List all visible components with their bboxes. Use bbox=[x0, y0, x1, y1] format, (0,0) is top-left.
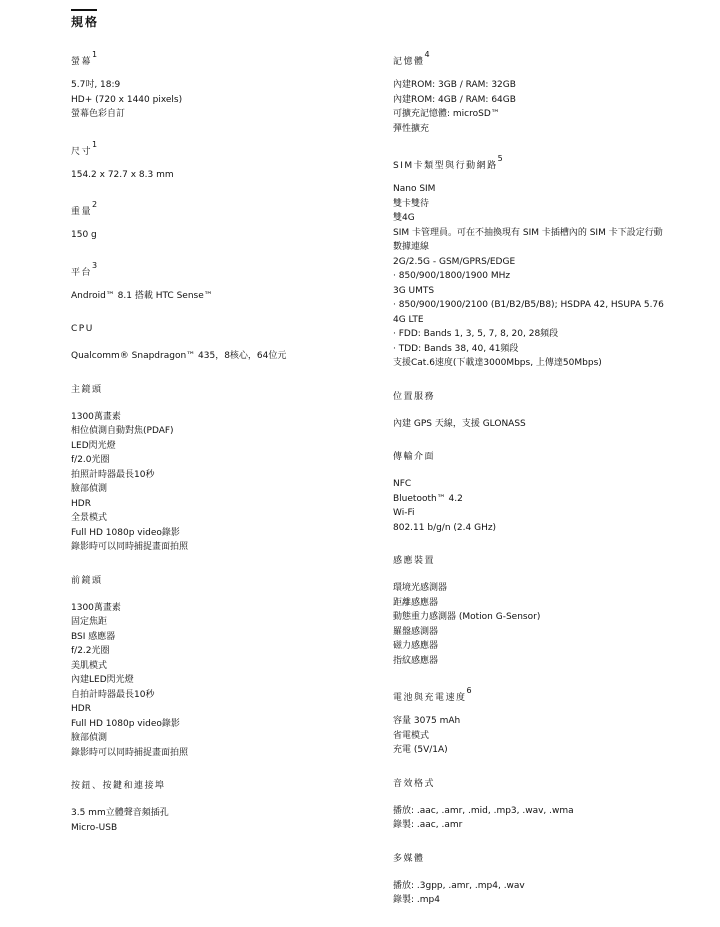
spec-section-title-text: 傳輸介面 bbox=[393, 452, 436, 462]
spec-section-title bbox=[71, 141, 371, 155]
spec-line: 距離感應器 bbox=[393, 597, 439, 608]
spec-section-title bbox=[393, 777, 693, 791]
spec-line: 磁力感應器 bbox=[393, 641, 439, 651]
spec-section-body bbox=[393, 581, 693, 668]
spec-line: 3G UMTS bbox=[393, 285, 435, 296]
spec-section-title-text: 多媒體 bbox=[393, 853, 425, 864]
spec-section bbox=[393, 687, 693, 758]
spec-line: 802.11 b/g/n (2.4 GHz) bbox=[393, 522, 497, 533]
spec-line: 內建ROM: 3GB / RAM: 32GB bbox=[393, 80, 516, 90]
spec-line: 內建LED閃光燈 bbox=[71, 675, 134, 685]
spec-section bbox=[71, 574, 371, 761]
spec-line: · FDD: Bands 1, 3, 5, 7, 8, 20, 28頻段 bbox=[393, 329, 559, 339]
spec-line: 臉部偵測 bbox=[71, 733, 108, 743]
spec-line: NFC bbox=[393, 479, 412, 489]
specs-left-column bbox=[71, 51, 371, 854]
spec-section-title bbox=[393, 155, 693, 169]
spec-section bbox=[71, 322, 371, 364]
spec-line: Nano SIM bbox=[393, 184, 436, 194]
footnote-marker: 1 bbox=[92, 50, 98, 59]
spec-section-title-text: 重量 bbox=[71, 207, 93, 217]
spec-line: Android™ 8.1 搭載 HTC Sense™ bbox=[71, 290, 213, 301]
spec-line: 省電模式 bbox=[393, 730, 430, 741]
spec-line: 150 g bbox=[71, 230, 97, 240]
spec-line: LED閃光燈 bbox=[71, 440, 116, 451]
specs-right-column bbox=[393, 51, 693, 927]
spec-section-title bbox=[393, 450, 693, 464]
spec-line: Full HD 1080p video錄影 bbox=[71, 527, 180, 538]
spec-line: HDR bbox=[71, 704, 91, 714]
footnote-marker: 2 bbox=[92, 200, 98, 209]
spec-line: 數據連線 bbox=[393, 242, 430, 252]
spec-line: 動態重力感測器 (Motion G-Sensor) bbox=[393, 612, 541, 622]
spec-line: HD+ (720 x 1440 pixels) bbox=[71, 94, 183, 105]
page-title: 規格 bbox=[71, 15, 100, 29]
spec-line: 拍照計時器最長10秒 bbox=[71, 469, 155, 480]
spec-line: · 850/900/1800/1900 MHz bbox=[393, 271, 511, 281]
spec-section-body bbox=[393, 804, 693, 833]
spec-section-title bbox=[71, 574, 371, 588]
spec-section-title bbox=[71, 383, 371, 397]
footnote-marker: 1 bbox=[92, 139, 98, 149]
spec-section bbox=[71, 141, 371, 183]
spec-line: 播放: .3gpp, .amr, .mp4, .wav bbox=[393, 880, 525, 891]
spec-section-title bbox=[393, 51, 693, 65]
spec-section-body bbox=[71, 410, 371, 555]
spec-line: 5.7吋, 18:9 bbox=[71, 80, 121, 90]
spec-line: 錄製: .aac, .amr bbox=[393, 820, 463, 830]
spec-section-title-text: 電池與充電速度 bbox=[393, 693, 467, 703]
spec-line: 錄影時可以同時捕捉畫面拍照 bbox=[71, 542, 189, 552]
spec-line: Qualcomm® Snapdragon™ 435，8核心，64位元 bbox=[71, 351, 287, 361]
spec-section-body bbox=[71, 289, 371, 304]
spec-line: f/2.2光圈 bbox=[71, 646, 110, 656]
spec-line: Full HD 1080p video錄影 bbox=[71, 718, 180, 729]
spec-section-title bbox=[393, 390, 693, 404]
spec-line: f/2.0光圈 bbox=[71, 455, 110, 465]
spec-line: 可擴充記憶體: microSD™ bbox=[393, 109, 500, 119]
spec-section-body bbox=[393, 714, 693, 758]
spec-line: 錄製: .mp4 bbox=[393, 895, 440, 905]
spec-line: 3.5 mm立體聲音頻插孔 bbox=[71, 808, 169, 818]
spec-section bbox=[393, 852, 693, 908]
spec-section bbox=[393, 155, 693, 371]
spec-section-title-text: 音效格式 bbox=[393, 778, 436, 789]
spec-line: 內建ROM: 4GB / RAM: 64GB bbox=[393, 94, 516, 105]
spec-section bbox=[71, 779, 371, 835]
spec-line: 彈性擴充 bbox=[393, 123, 430, 134]
spec-line: 自拍計時器最長10秒 bbox=[71, 689, 155, 700]
spec-section-body bbox=[393, 182, 693, 371]
spec-section-body bbox=[71, 168, 371, 183]
spec-section-title-text: 位置服務 bbox=[393, 391, 436, 402]
spec-section-title-text: 尺寸 bbox=[71, 146, 93, 157]
spec-section-body bbox=[393, 879, 693, 908]
spec-section-title bbox=[71, 779, 371, 793]
spec-section-title-text: 記憶體 bbox=[393, 57, 425, 67]
spec-section-title-text: 前鏡頭 bbox=[71, 575, 103, 586]
spec-line: 錄影時可以同時捕捉畫面拍照 bbox=[71, 747, 189, 758]
spec-line: 容量 3075 mAh bbox=[393, 716, 461, 726]
spec-section-body bbox=[71, 78, 371, 122]
spec-section-body bbox=[71, 228, 371, 243]
spec-section-body bbox=[71, 601, 371, 761]
spec-line: · 850/900/1900/2100 (B1/B2/B5/B8); HSDPA 42, HSUPA 5.76 bbox=[393, 300, 664, 310]
spec-line: 1300萬畫素 bbox=[71, 602, 121, 613]
spec-line: 充電 (5V/1A) bbox=[393, 745, 448, 755]
spec-line: Bluetooth™ 4.2 bbox=[393, 493, 463, 504]
spec-line: · TDD: Bands 38, 40, 41頻段 bbox=[393, 343, 519, 354]
spec-line: 固定焦距 bbox=[71, 617, 108, 627]
spec-line: BSI 感應器 bbox=[71, 631, 116, 642]
spec-section-title bbox=[393, 852, 693, 866]
spec-line: 相位偵測自動對焦(PDAF) bbox=[71, 426, 174, 436]
spec-line: 雙4G bbox=[393, 213, 415, 223]
spec-section bbox=[71, 262, 371, 304]
footnote-marker: 5 bbox=[497, 154, 503, 163]
spec-line: 指紋感應器 bbox=[393, 655, 439, 666]
spec-line: 雙卡雙待 bbox=[393, 198, 430, 209]
spec-section-title-text: 平台 bbox=[71, 267, 93, 278]
spec-section bbox=[393, 777, 693, 833]
footnote-marker: 3 bbox=[92, 260, 98, 270]
spec-section-title-text: 感應裝置 bbox=[393, 556, 436, 566]
title-rule bbox=[71, 9, 97, 11]
spec-line: SIM 卡管理員。可在不抽換現有 SIM 卡插槽內的 SIM 卡下設定行動 bbox=[393, 227, 663, 238]
spec-section-title-text: 螢幕 bbox=[71, 57, 93, 67]
spec-line: 環境光感測器 bbox=[393, 583, 448, 593]
spec-line: 臉部偵測 bbox=[71, 484, 108, 494]
spec-line: HDR bbox=[71, 498, 91, 509]
spec-line: 美肌模式 bbox=[71, 660, 108, 671]
spec-line: 螢幕色彩自訂 bbox=[71, 109, 126, 119]
spec-line: 4G LTE bbox=[393, 314, 424, 325]
spec-line: Wi-Fi bbox=[393, 508, 415, 518]
spec-section-title-text: 按鈕、按鍵和連接埠 bbox=[71, 781, 166, 791]
spec-line: 羅盤感測器 bbox=[393, 626, 439, 637]
spec-line: Micro-USB bbox=[71, 822, 118, 833]
spec-section bbox=[393, 450, 693, 535]
spec-line: 154.2 x 72.7 x 8.3 mm bbox=[71, 169, 174, 180]
spec-line: 全景模式 bbox=[71, 513, 108, 523]
spec-line: 播放: .aac, .amr, .mid, .mp3, .wav, .wma bbox=[393, 805, 574, 816]
spec-section-title bbox=[71, 262, 371, 276]
spec-section bbox=[393, 554, 693, 668]
spec-section-body bbox=[393, 78, 693, 136]
spec-line: 支援Cat.6速度(下載達3000Mbps, 上傳達50Mbps) bbox=[393, 358, 602, 368]
spec-section bbox=[71, 201, 371, 243]
spec-section bbox=[71, 51, 371, 122]
spec-section-title bbox=[393, 554, 693, 568]
spec-section bbox=[393, 51, 693, 136]
spec-section-title bbox=[71, 322, 371, 336]
spec-line: 2G/2.5G - GSM/GPRS/EDGE bbox=[393, 256, 516, 267]
spec-line: 內建 GPS 天線，支援 GLONASS bbox=[393, 418, 526, 429]
spec-section-body bbox=[393, 477, 693, 535]
spec-line: 1300萬畫素 bbox=[71, 411, 121, 422]
footnote-marker: 6 bbox=[466, 686, 472, 695]
spec-section-title bbox=[393, 687, 693, 701]
spec-section-title bbox=[71, 201, 371, 215]
spec-section-title-text: SIM卡類型與行動網路 bbox=[393, 161, 498, 171]
spec-section-title bbox=[71, 51, 371, 65]
spec-section-body bbox=[71, 806, 371, 835]
spec-section bbox=[71, 383, 371, 555]
footnote-marker: 4 bbox=[424, 50, 430, 59]
spec-section-title-text: 主鏡頭 bbox=[71, 384, 103, 395]
spec-section bbox=[393, 390, 693, 432]
spec-section-body bbox=[393, 417, 693, 432]
spec-section-body bbox=[71, 349, 371, 364]
spec-section-title-text: CPU bbox=[71, 324, 94, 334]
